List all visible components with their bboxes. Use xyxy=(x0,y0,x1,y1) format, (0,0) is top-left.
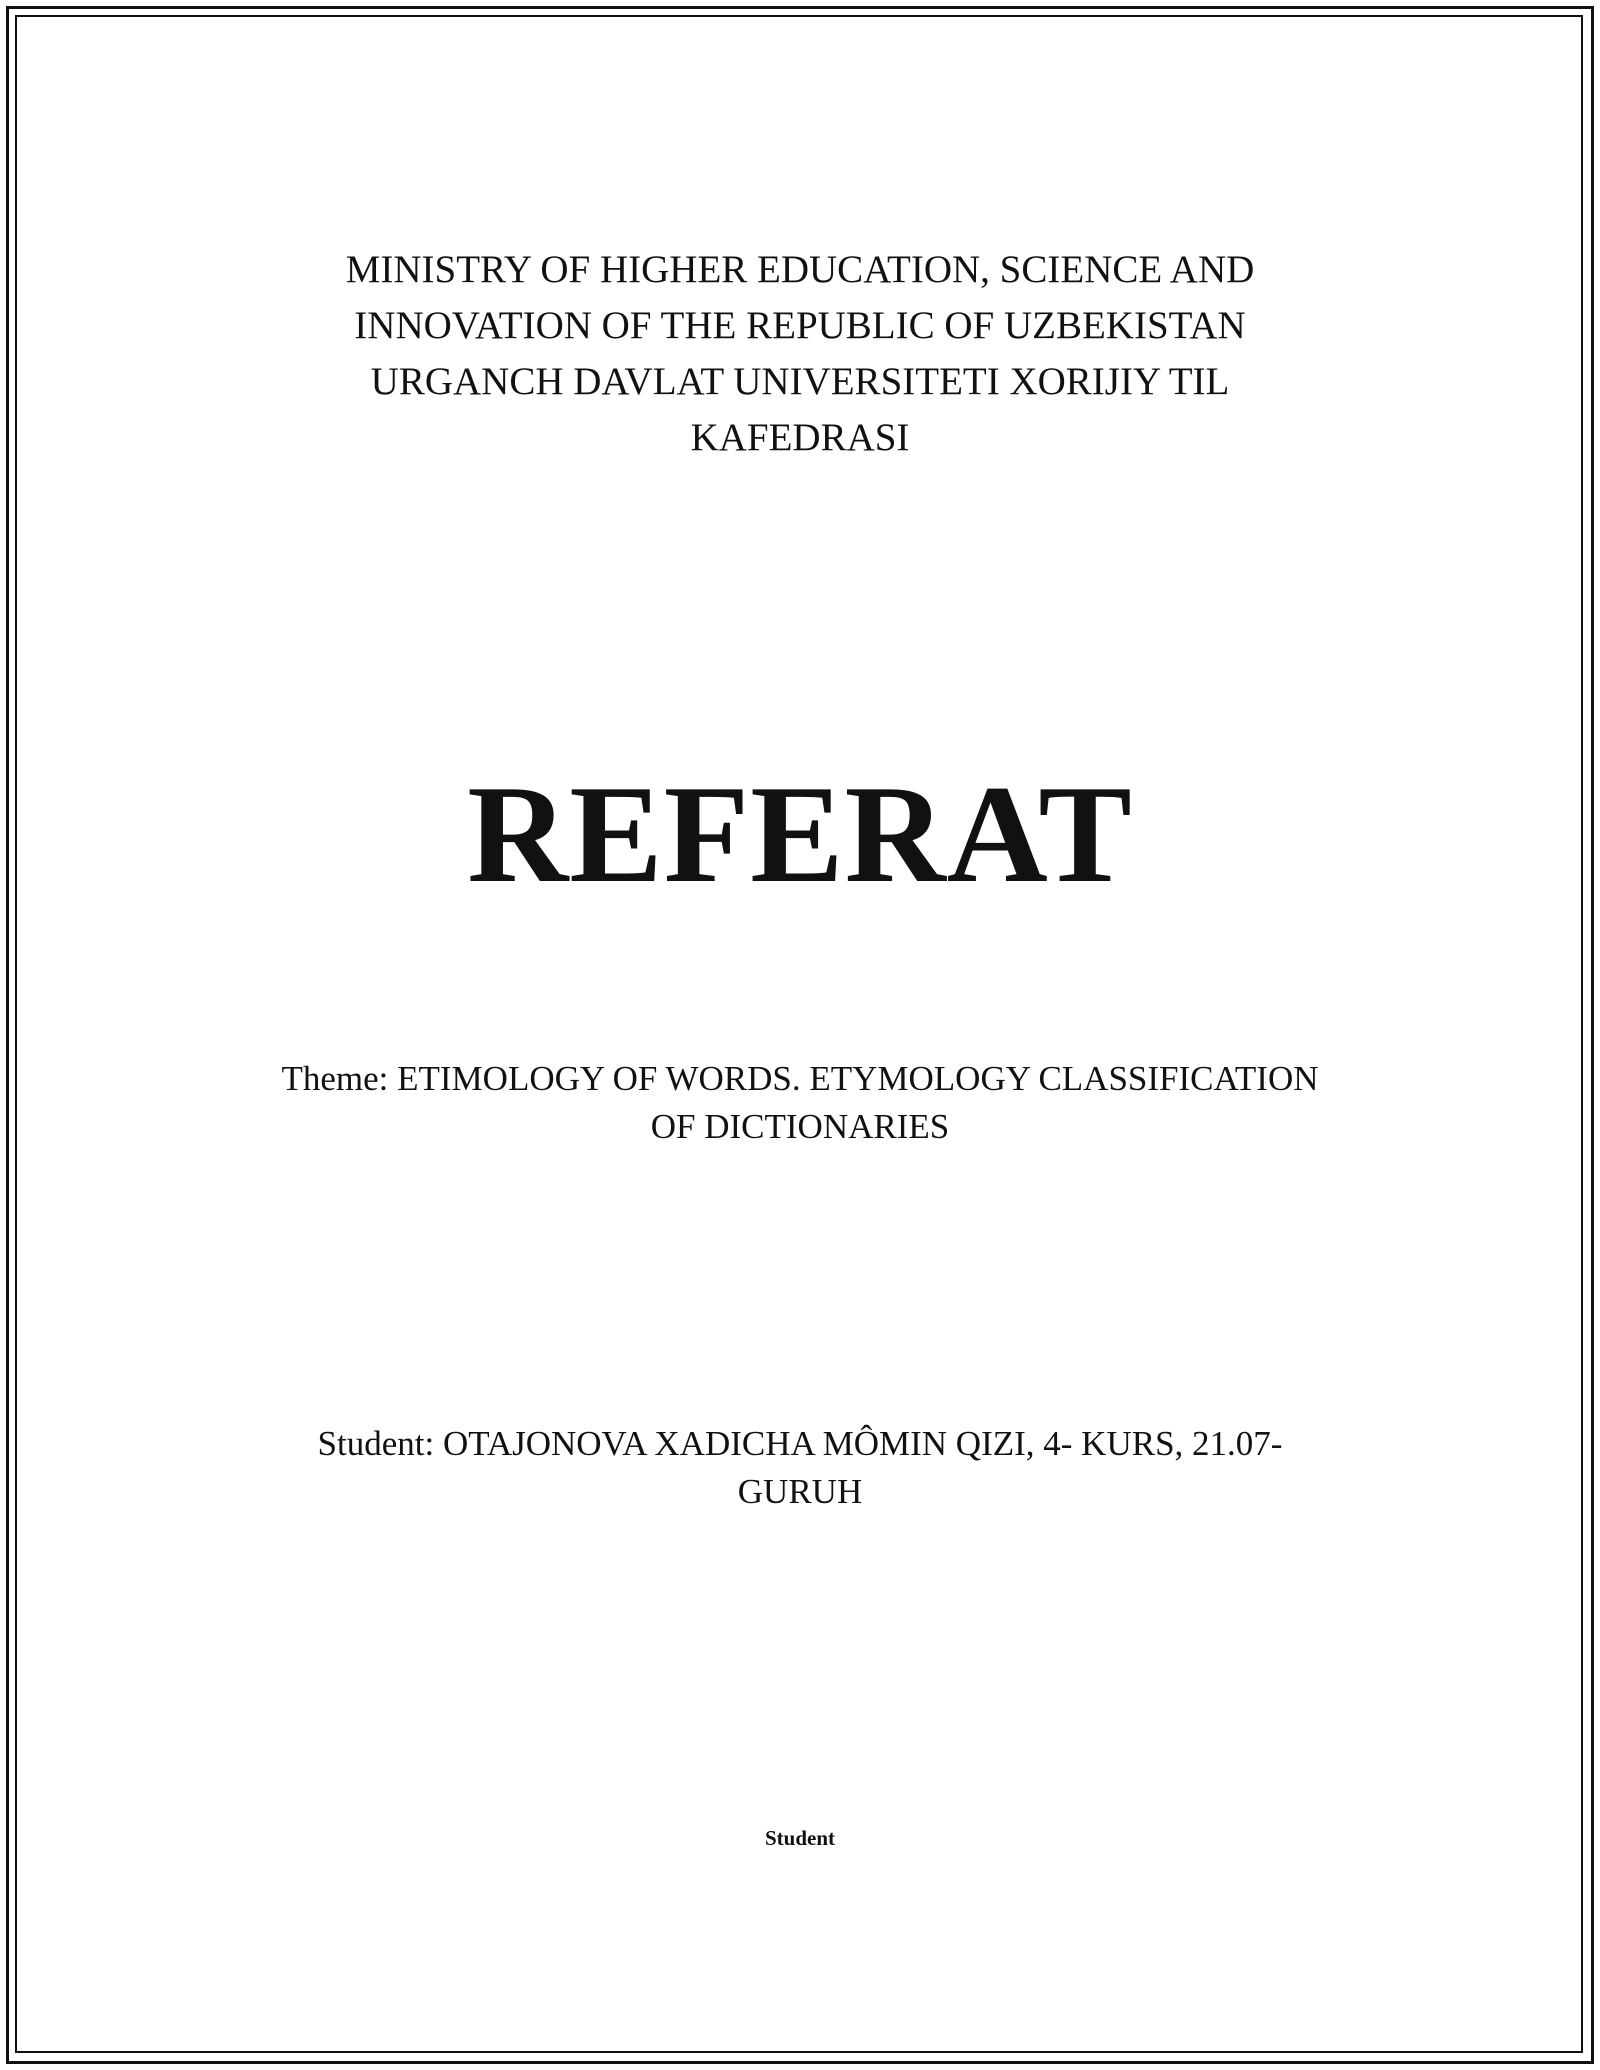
ministry-header xyxy=(0,242,1600,466)
ministry-header-line-3: URGANCH DAVLAT UNIVERSITETI XORIJIY TIL xyxy=(370,360,1230,403)
student-info-line-1: Student: OTAJONOVA XADICHA MÔMIN QIZI, 4- KURS, 21.07- xyxy=(317,1424,1283,1463)
theme-text xyxy=(0,1055,1600,1151)
ministry-header-line-2: INNOVATION OF THE REPUBLIC OF UZBEKISTAN xyxy=(354,304,1246,347)
document-title: REFERAT xyxy=(467,757,1133,912)
student-caption: Student xyxy=(764,1826,836,1850)
theme-line-1: Theme: ETIMOLOGY OF WORDS. ETYMOLOGY CLASSIFICATION xyxy=(281,1059,1319,1098)
ministry-header-line-1: MINISTRY OF HIGHER EDUCATION, SCIENCE AND xyxy=(345,248,1255,291)
student-info xyxy=(0,1420,1600,1516)
theme-line-2: OF DICTIONARIES xyxy=(650,1107,950,1146)
student-info-line-2: GURUH xyxy=(737,1472,863,1511)
ministry-header-line-4: KAFEDRASI xyxy=(690,416,910,459)
